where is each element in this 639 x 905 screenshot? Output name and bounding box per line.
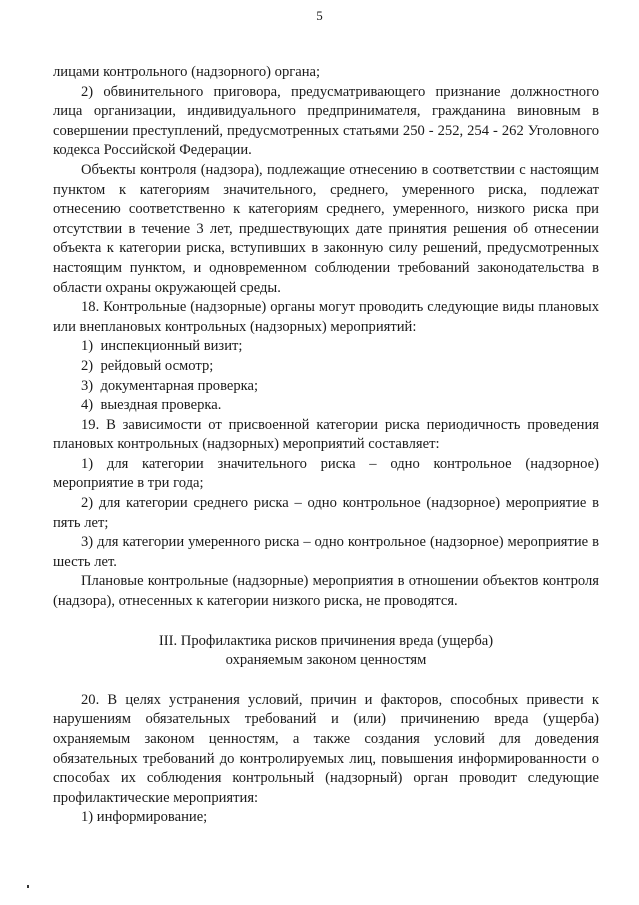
paragraph-continuation: лицами контрольного (надзорного) органа; [53, 64, 321, 80]
list-item: 1) инспекционный визит; [81, 338, 243, 355]
list-item: 1) информирование; [81, 809, 208, 826]
paragraph-low-risk: Плановые контрольные (надзорные) мероприятия в отношении объектов контроля (надзора), отнесенных к категории низкого риска, не проводятся. [53, 573, 599, 610]
paragraph-moderate-risk: 3) для категории умеренного риска – одно контрольное (надзорное) мероприятие в шесть лет. [53, 534, 599, 570]
paragraph-item-20: 20. В целях устранения условий, причин и факторов, способных привести к нарушениям обязательных требований и (или) причинению вреда (ущерба) охраняемым законом ценностям, а также создания условий для доведения обязательных требований до контролируемых лиц, повышения информированности о способах их соблюдения контрольный (надзорный) орган проводит следующие профилактические мероприятия: [53, 691, 599, 806]
page-number: 5 [316, 8, 323, 23]
list-item: 3) документарная проверка; [81, 377, 259, 394]
paragraph-significant-risk: 1) для категории значительного риска – одно контрольное (надзорное) мероприятие в три года; [53, 455, 599, 492]
document-body [53, 63, 599, 828]
list-item: 4) выездная проверка. [81, 397, 222, 414]
paragraph-conviction: 2) обвинительного приговора, предусматривающего признание должностного лица организации, индивидуального предпринимателя, гражданина виновным в совершении преступлений, предусмотренных статьями 250 - 252, 254 - 262 Уголовного кодекса Российской Федерации. [53, 83, 599, 159]
list-item: 2) рейдовый осмотр; [81, 357, 214, 374]
paragraph-risk-objects: Объекты контроля (надзора), подлежащие отнесению в соответствии с настоящим пунктом к категориям значительного, среднего, умеренного риска, подлежат отнесению соответственно к категориям среднего, умеренного, низкого риска при отсутствии в течение 3 лет, предшествующих дате принятия решения об отнесении объекта к категории риска, вступивших в законную силу решений, предусмотренных настоящим пунктом, и одновременном соблюдении требований законодательства в области охраны окружающей среды. [53, 161, 599, 296]
paragraph-item-19: 19. В зависимости от присвоенной категории риска периодичность проведения плановых контрольных (надзорных) мероприятий составляет: [53, 416, 599, 453]
scan-artifact [27, 885, 29, 888]
section-heading [53, 632, 599, 671]
section-heading-line-1: III. Профилактика рисков причинения вреда (ущерба) [158, 632, 494, 649]
paragraph-medium-risk: 2) для категории среднего риска – одно контрольное (надзорное) мероприятие в пять лет; [53, 495, 599, 531]
paragraph-item-18: 18. Контрольные (надзорные) органы могут проводить следующие виды плановых или внеплановых контрольных (надзорных) мероприятий: [53, 299, 599, 335]
section-heading-line-2: охраняемым законом ценностям [225, 652, 427, 669]
